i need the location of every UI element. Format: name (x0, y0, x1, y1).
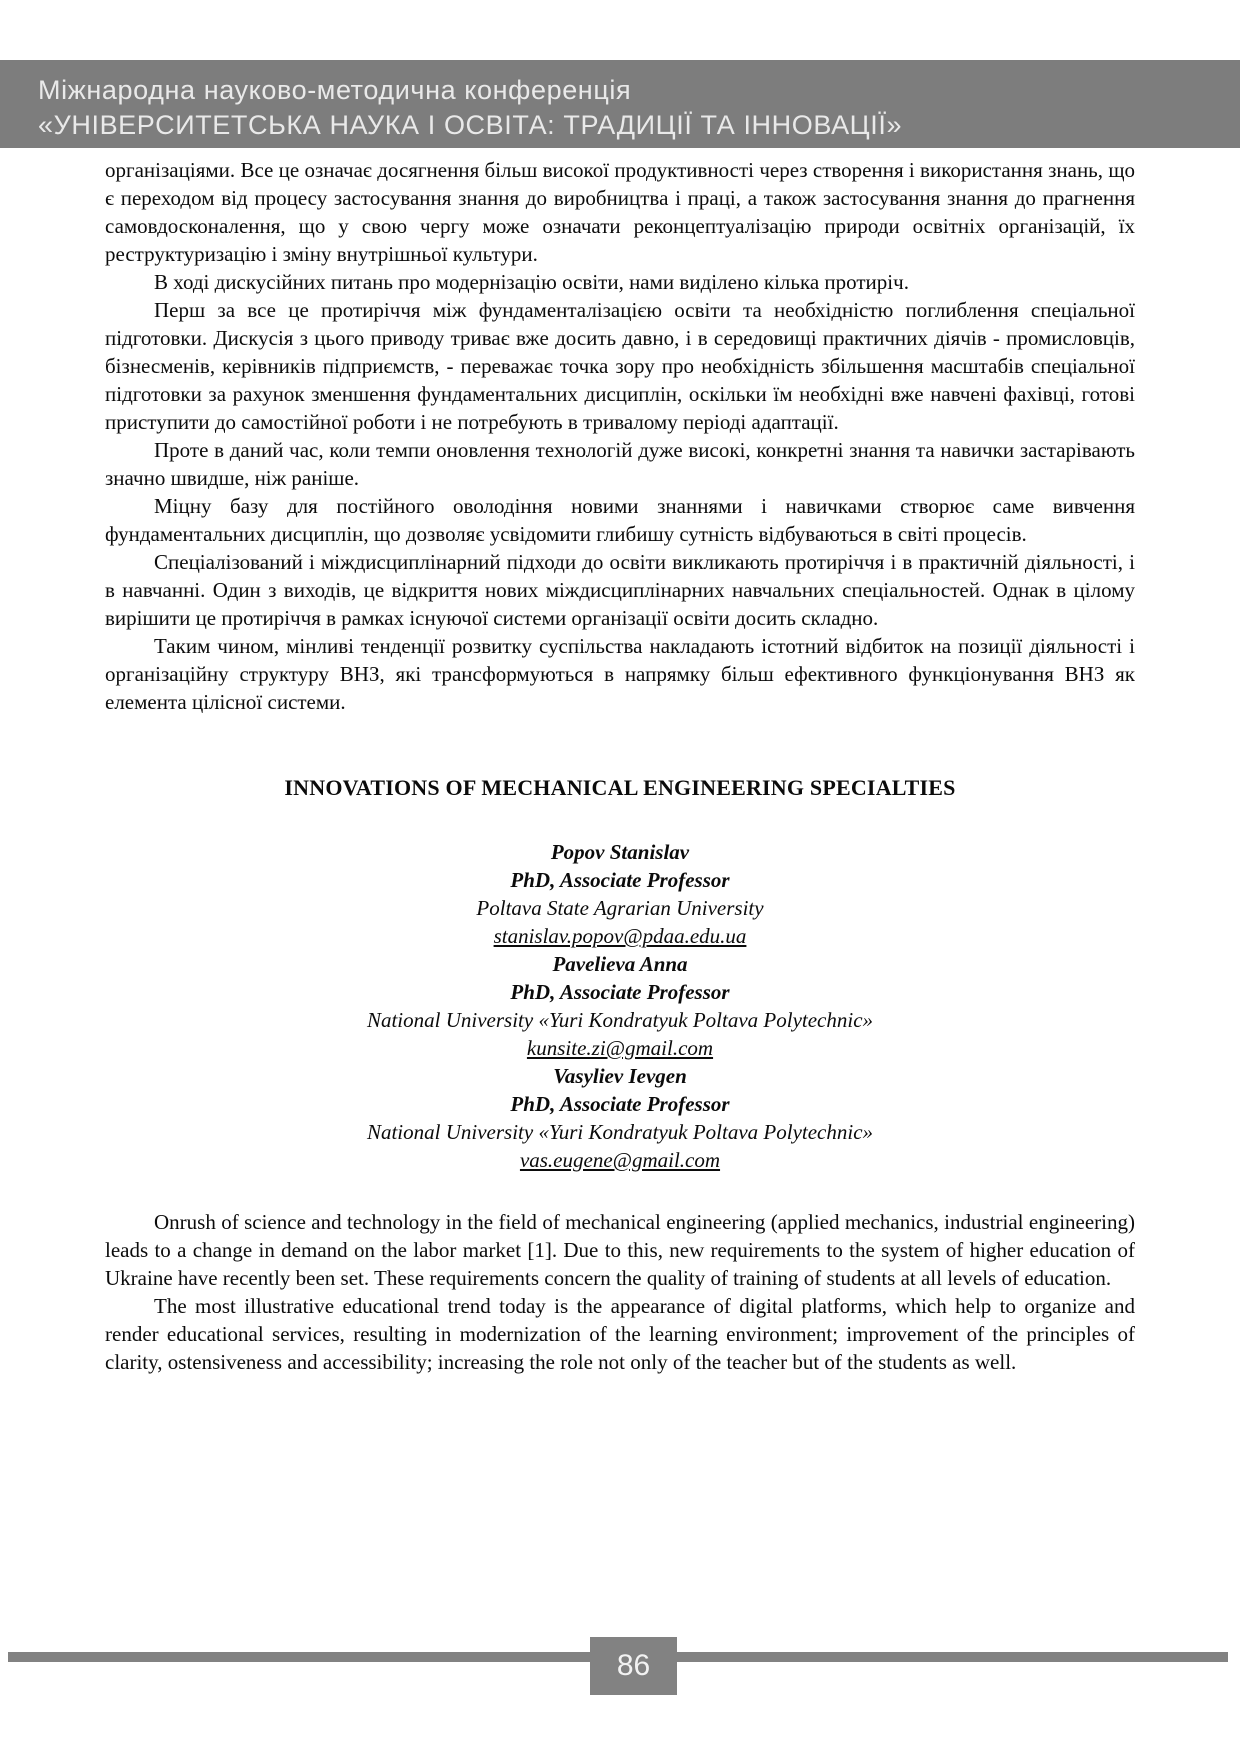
author-affiliation: National University «Yuri Kondratyuk Poltava Polytechnic» (366, 1120, 874, 1144)
uk-paragraph: Таким чином, мінливі тенденції розвитку суспільства накладають істотний відбиток на позиції діяльності і організаційну структуру ВНЗ, які трансформуються в напрямку більш ефективного функціонування ВНЗ як елемента цілісної системи. (105, 634, 1135, 714)
author-degree: PhD, Associate Professor (510, 1092, 730, 1116)
uk-paragraph: Міцну базу для постійного оволодіння новими знаннями і навичками створює саме вивчення фундаментальних дисциплін, що дозволяє усвідомити глибишу сутність відбуваються в світі процесів. (105, 494, 1135, 546)
author-affiliation: National University «Yuri Kondratyuk Poltava Polytechnic» (366, 1008, 874, 1032)
author-email-link[interactable]: kunsite.zi@gmail.com (526, 1036, 714, 1060)
author-name: Vasyliev Ievgen (553, 1064, 687, 1088)
uk-paragraph: Перш за все це протиріччя між фундаменталізацією освіти та необхідністю поглиблення спеціальної підготовки. Дискусія з цього приводу триває вже досить давно, і в середовищі практичних діячів - промисловців, бізнесменів, керівників підприємств, - переважає точка зору про необхідність збільшення масштабів спеціальної підготовки за рахунок зменшення фундаментальних дисциплін, оскільки їм необхідні вже навчені фахівці, готові приступити до самостійної роботи і не потребують в тривалому періоді адаптації. (105, 298, 1135, 434)
author-email-link[interactable]: stanislav.popov@pdaa.edu.ua (493, 924, 747, 948)
page-number: 86 (616, 1649, 651, 1682)
conference-banner (0, 60, 1240, 148)
en-paragraph: The most illustrative educational trend today is the appearance of digital platforms, which help to organize and render educational services, resulting in modernization of the learning environment; improvement of the principles of clarity, ostensiveness and accessibility; increasing the role not only of the teacher but of the students as well. (105, 1294, 1135, 1374)
page-content (105, 148, 1135, 1376)
uk-paragraph: організаціями. Все це означає досягнення більш високої продуктивності через створення і використання знань, що є переходом від процесу застосування знання до виробництва і праці, а також застосування знання до прагнення самовдосконалення, що у свою чергу може означати реконцептуалізацію природи освітніх організацій, їх реструктуризацію і зміну внутрішньої культури. (105, 158, 1135, 266)
author-name: Pavelieva Anna (552, 952, 688, 976)
author-degree: PhD, Associate Professor (510, 868, 730, 892)
en-paragraph: Onrush of science and technology in the field of mechanical engineering (applied mechanics, industrial engineering) leads to a change in demand on the labor market [1]. Due to this, new requirements to the system of higher education of Ukraine have recently been set. These requirements concern the quality of training of students at all levels of education. (105, 1210, 1135, 1290)
banner-conference-title: «УНІВЕРСИТЕТСЬКА НАУКА І ОСВІТА: ТРАДИЦІЇ ТА ІННОВАЦІЇ» (38, 110, 903, 140)
author-degree: PhD, Associate Professor (510, 980, 730, 1004)
author-affiliation: Poltava State Agrarian University (476, 896, 764, 920)
author-name: Popov Stanislav (550, 840, 690, 864)
page-number-box (590, 1637, 677, 1695)
paper-title: INNOVATIONS OF MECHANICAL ENGINEERING SPECIALTIES (284, 775, 956, 800)
english-abstract-block (105, 1208, 1135, 1376)
banner-conference-name: Міжнародна науково-методична конференція (38, 75, 632, 105)
uk-paragraph: В ході дискусійних питань про модернізацію освіти, нами виділено кілька протиріч. (154, 270, 909, 294)
author-email-link[interactable]: vas.eugene@gmail.com (519, 1148, 721, 1172)
uk-paragraph: Проте в даний час, коли темпи оновлення технологій дуже високі, конкретні знання та навички застарівають значно швидше, ніж раніше. (105, 438, 1135, 490)
authors-block (105, 838, 1135, 1174)
uk-paragraph: Спеціалізований і міждисциплінарний підходи до освіти викликають протиріччя і в практичній діяльності, і в навчанні. Один з виходів, це відкриття нових міждисциплінарних навчальних спеціальностей. Однак в цілому вирішити це протиріччя в рамках існуючої системи організації освіти досить складно. (105, 550, 1135, 630)
